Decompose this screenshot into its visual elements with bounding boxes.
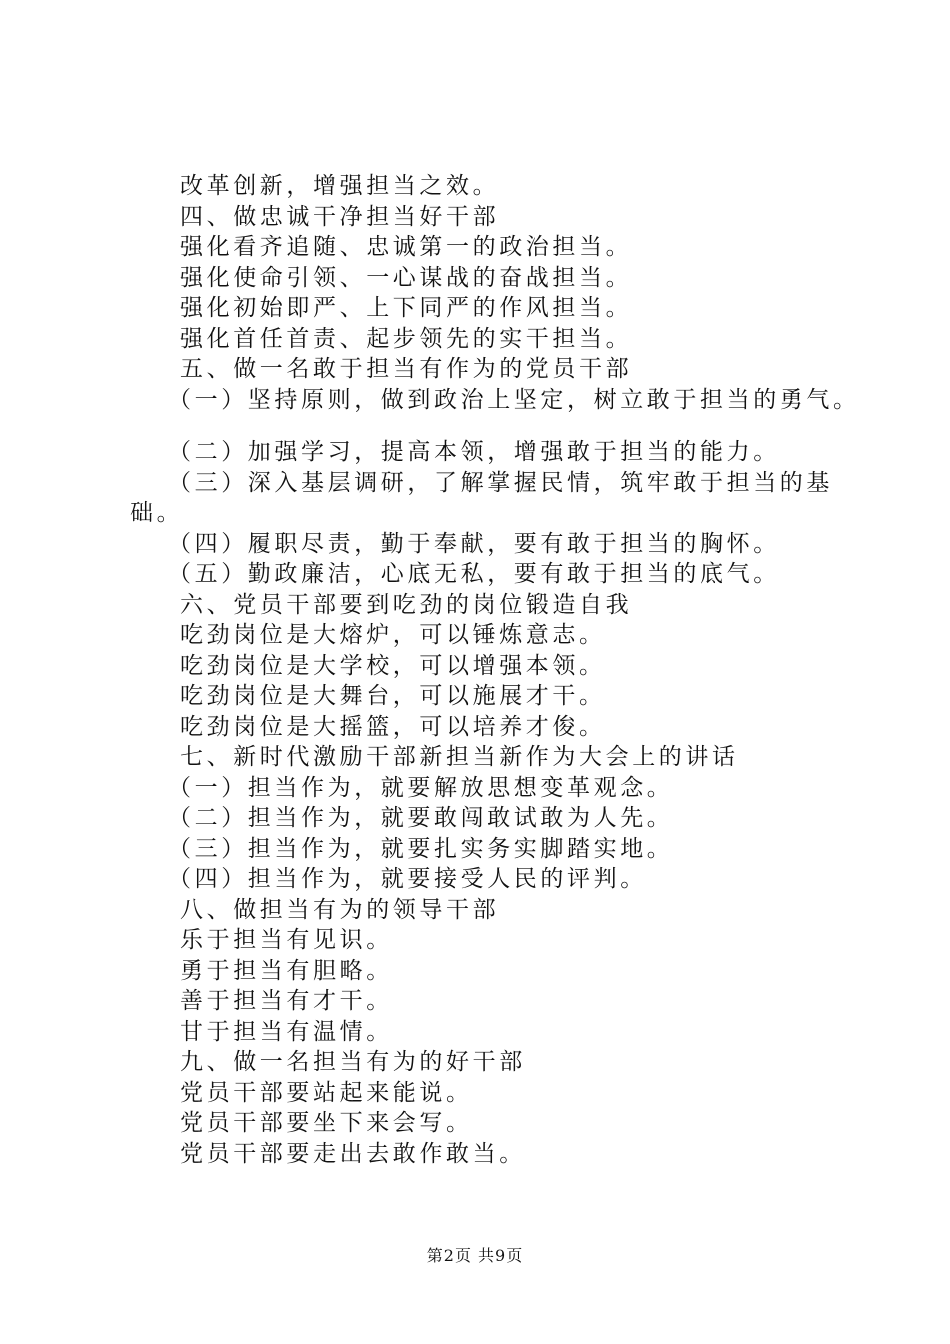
section-heading: 九、做一名担当有为的好干部 [180,1049,526,1075]
section-heading: 七、新时代激励干部新担当新作为大会上的讲话 [180,744,739,770]
text-line: 改革创新，增强担当之效。 [180,173,500,199]
text-line: 党员干部要坐下来会写。 [180,1110,473,1136]
text-line: （四）履职尽责，勤于奉献，要有敢于担当的胸怀。 [168,530,780,557]
section-heading: 八、做担当有为的领导干部 [180,896,500,923]
text-line: 强化初始即严、上下同严的作风担当。 [180,295,633,321]
text-line: 善于担当有才干。 [180,988,393,1014]
text-line: （二）担当作为，就要敢闯敢试敢为人先。 [168,805,674,831]
section-heading: 四、做忠诚干净担当好干部 [180,203,500,230]
text-line: 勇于担当有胆略。 [180,957,393,984]
text-line: 乐于担当有见识。 [180,927,393,953]
text-line: （二）加强学习，提高本领，增强敢于担当的能力。 [168,439,780,465]
document-body [130,171,860,1169]
text-line: 强化首任首责、起步领先的实干担当。 [180,325,633,352]
text-line: （三）深入基层调研，了解掌握民情，筑牢敢于担当的基 [168,469,833,496]
page-number-footer: 第2页 共9页 [426,1246,524,1265]
text-line: （五）勤政廉洁，心底无私，要有敢于担当的底气。 [168,561,780,587]
text-line: 吃劲岗位是大舞台，可以施展才干。 [180,683,606,709]
text-line: 强化使命引领、一心谋战的奋战担当。 [180,264,633,291]
text-line: 吃劲岗位是大摇篮，可以培养才俊。 [180,713,606,740]
text-line: （一）担当作为，就要解放思想变革观念。 [168,774,674,801]
text-line-continuation: 础。 [130,500,184,526]
text-line: （四）担当作为，就要接受人民的评判。 [168,866,647,892]
text-line: 党员干部要走出去敢作敢当。 [180,1140,526,1167]
text-line: 吃劲岗位是大学校，可以增强本领。 [180,652,606,679]
text-line: 吃劲岗位是大熔炉，可以锤炼意志。 [180,622,606,648]
section-heading: 六、党员干部要到吃劲的岗位锻造自我 [180,591,633,618]
text-line: （三）担当作为，就要扎实务实脚踏实地。 [168,835,674,862]
section-heading: 五、做一名敢于担当有作为的党员干部 [180,356,633,382]
text-line: 党员干部要站起来能说。 [180,1079,473,1106]
text-line: （一）坚持原则，做到政治上坚定，树立敢于担当的勇气。 [168,386,860,413]
text-line: 甘于担当有温情。 [180,1018,393,1045]
text-line: 强化看齐追随、忠诚第一的政治担当。 [180,234,633,260]
